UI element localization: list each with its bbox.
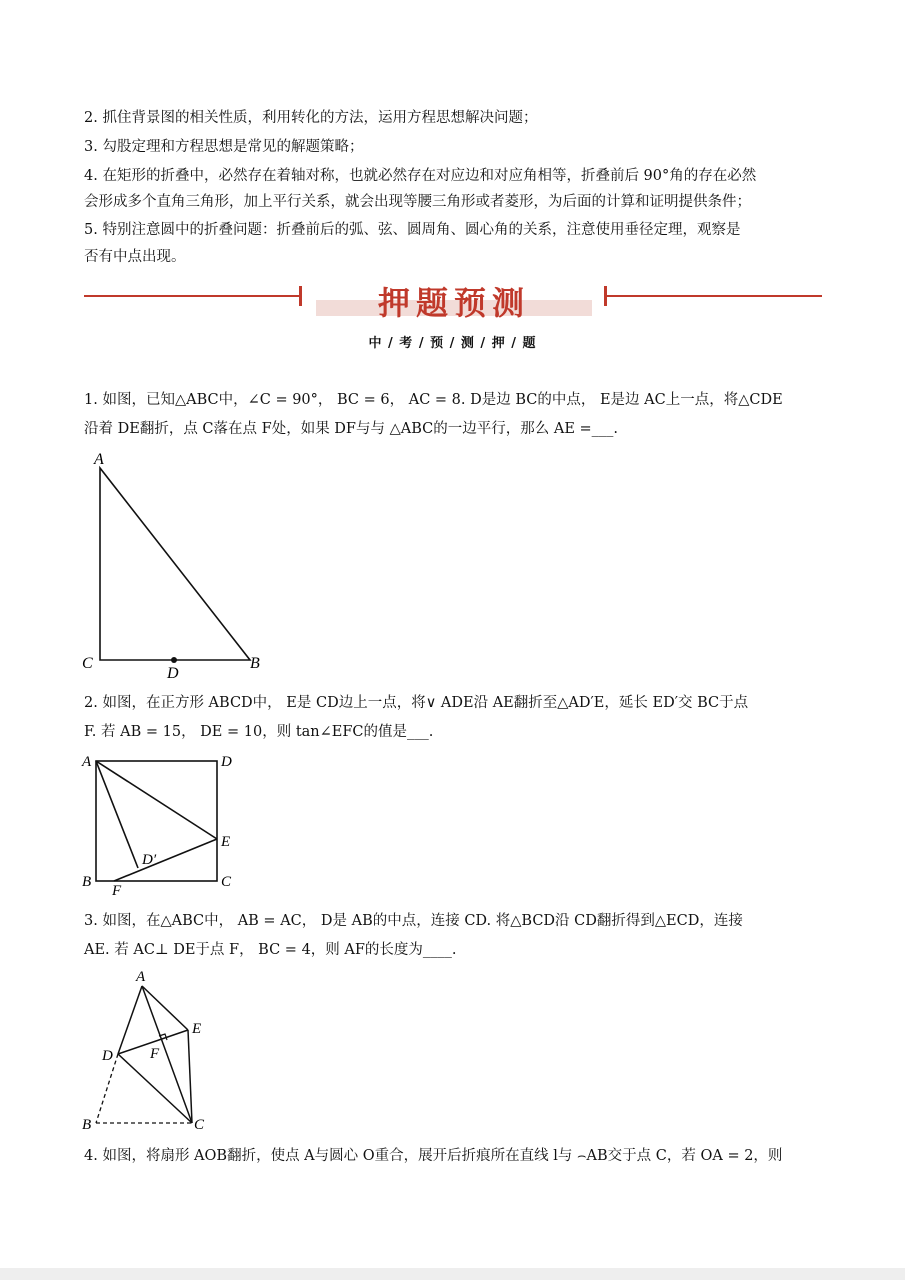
- label-d: D: [102, 1048, 113, 1064]
- problem-1-figure: [78, 448, 278, 683]
- label-d: D: [221, 754, 232, 770]
- segment-ad: [118, 986, 142, 1054]
- problem-2-line-2: F. 若 AB = 15， DE = 10，则 tan∠EFC的值是___.: [84, 724, 434, 740]
- label-e: E: [221, 834, 231, 850]
- problem-1-line-2: 沿着 DE翻折，点 C落在点 F处，如果 DF与与 △ABC的一边平行，那么 AE =___.: [84, 421, 619, 437]
- problem-3-line-2: AE. 若 AC⊥ DE于点 F， BC = 4，则 AF的长度为____.: [84, 942, 457, 958]
- point-d: [171, 657, 177, 663]
- label-b: B: [82, 1117, 92, 1133]
- tip-line: 3. 勾股定理和方程思想是常见的解题策略；: [84, 139, 364, 155]
- problem-2-figure: [78, 750, 258, 900]
- problem-4-line-1: 4. 如图，将扇形 AOB翻折，使点 A与圆心 O重合，展开后折痕所在直线 l与 ⌢AB交于点 C，若 OA = 2，则: [84, 1148, 783, 1164]
- section-banner: [84, 280, 822, 320]
- bottom-strip: [0, 1268, 905, 1280]
- problem-2-line-1: 2. 如图，在正方形 ABCD中， E是 CD边上一点，将∨ ADE沿 AE翻折至△AD′E，延长 ED′交 BC于点: [84, 695, 749, 711]
- tip-line: 2. 抓住背景图的相关性质，利用转化的方法，运用方程思想解决问题；: [84, 110, 538, 126]
- label-c: C: [82, 655, 93, 672]
- banner-tick-left: [299, 286, 302, 306]
- label-c: C: [194, 1117, 205, 1133]
- label-b: B: [82, 874, 92, 890]
- label-d: D: [167, 665, 179, 682]
- banner-title: 押题预测: [377, 284, 530, 322]
- segment-ec: [188, 1030, 192, 1123]
- label-a: A: [94, 451, 104, 468]
- tip-line: 4. 在矩形的折叠中，必然存在着轴对称，也就必然存在对应边和对应角相等，折叠前后 90°角的存在必然: [84, 168, 757, 184]
- label-d-prime: D′: [142, 852, 157, 868]
- label-a: A: [136, 969, 146, 985]
- banner-rule-left: [84, 295, 299, 297]
- label-e: E: [192, 1021, 202, 1037]
- segment-dc: [118, 1054, 192, 1123]
- label-a: A: [82, 754, 92, 770]
- label-b: B: [250, 655, 260, 672]
- triangle-abc: [100, 468, 250, 660]
- problem-1-line-1: 1. 如图，已知△ABC中，∠C = 90°， BC = 6， AC = 8. D是边 BC的中点， E是边 AC上一点，将△CDE: [84, 392, 783, 408]
- tip-line: 5. 特别注意圆中的折叠问题：折叠前后的弧、弦、圆周角、圆心角的关系，注意使用垂径定理，观察是: [84, 222, 741, 238]
- banner-subtitle: 中 / 考 / 预 / 测 / 押 / 题: [368, 336, 537, 351]
- segment-ae: [96, 761, 217, 839]
- segment-db-dashed: [96, 1054, 118, 1123]
- segment-ae: [142, 986, 188, 1030]
- tip-line: 会形成多个直角三角形，加上平行关系，就会出现等腰三角形或者菱形，为后面的计算和证明提供条件；: [84, 194, 751, 210]
- problem-3-figure: [78, 968, 228, 1136]
- label-f: F: [112, 883, 122, 899]
- tip-line: 否有中点出现。: [84, 249, 186, 265]
- problem-3-line-1: 3. 如图，在△ABC中， AB = AC， D是 AB的中点，连接 CD. 将△BCD沿 CD翻折得到△ECD，连接: [84, 913, 743, 929]
- label-f: F: [150, 1046, 160, 1062]
- label-c: C: [221, 874, 232, 890]
- banner-rule-right: [606, 295, 822, 297]
- segment-ad-prime: [96, 761, 138, 868]
